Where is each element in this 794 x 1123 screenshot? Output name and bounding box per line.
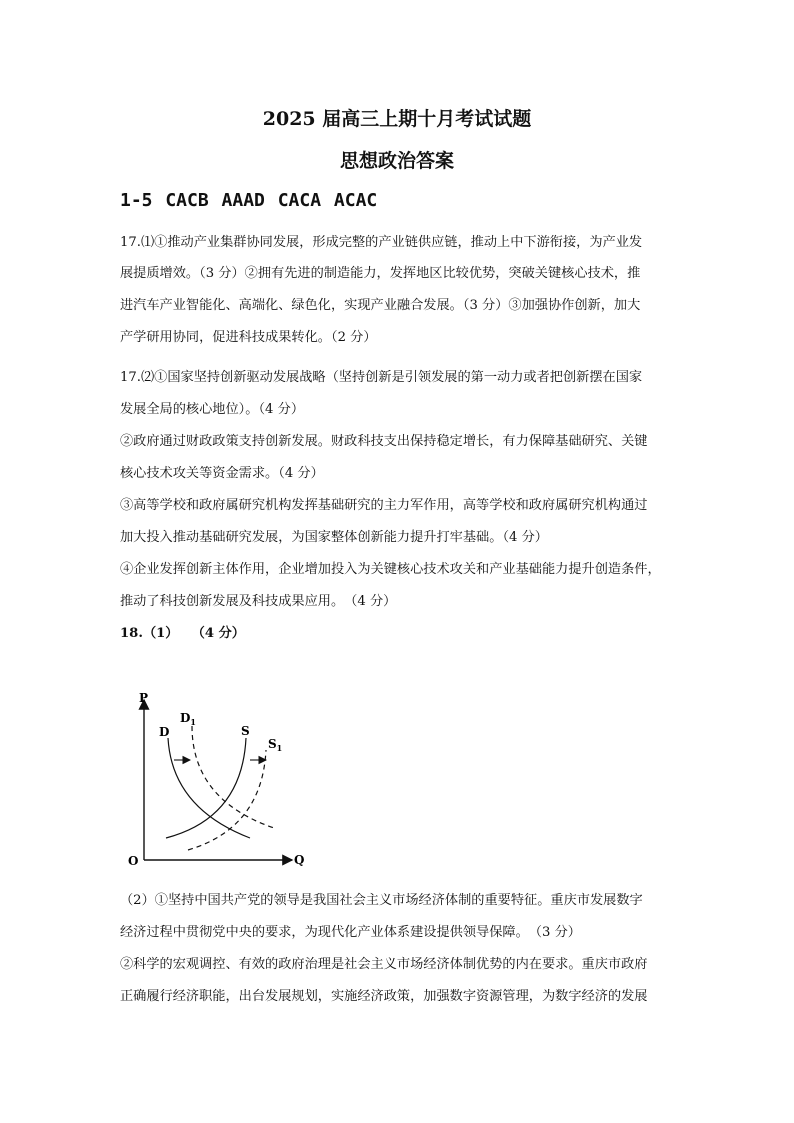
q17-2-line: ③高等学校和政府属研究机构发挥基础研究的主力军作用，高等学校和政府属研究机构通过 [120, 498, 648, 513]
x-axis-label: Q [294, 853, 305, 867]
demand-label-d: D [159, 725, 170, 739]
y-axis-label: P [139, 691, 149, 705]
demand-label-d1: $D_1$ [180, 711, 196, 727]
q18-2-line: 正确履行经济职能，出台发展规划，实施经济政策，加强数字资源管理，为数字经济的发展 [120, 989, 648, 1004]
q18-2-line: （2）①坚持中国共产党的领导是我国社会主义市场经济体制的重要特征。重庆市发展数字 [120, 893, 643, 908]
q17-2-line: 发展全局的核心地位）。（4 分） [120, 402, 305, 417]
q17-2-line: 推动了科技创新发展及科技成果应用。 （4 分） [120, 594, 397, 609]
q17-2-line: 核心技术攻关等资金需求。（4 分） [120, 466, 324, 481]
q17-2-line: 17.⑵①国家坚持创新驱动发展战略（坚持创新是引领发展的第一动力或者把创新摆在国家 [120, 370, 643, 385]
q17-1-line: 产学研用协同，促进科技成果转化。（2 分） [120, 330, 377, 345]
q18-2-line: 经济过程中贯彻党中央的要求，为现代化产业体系建设提供领导保障。 （3 分） [120, 925, 581, 940]
q17-1-line: 展提质增效。（3 分）②拥有先进的制造能力，发挥地区比较优势，突破关键核心技术，推 [120, 266, 641, 281]
supply-curve-s [166, 738, 246, 838]
q17-1-line: 17.⑴①推动产业集群协同发展，形成完整的产业链供应链，推动上中下游衔接，为产业发 [120, 235, 643, 250]
demand-curve-d [168, 738, 250, 838]
q17-2-line: 加大投入推动基础研究发展，为国家整体创新能力提升打牢基础。（4 分） [120, 530, 548, 545]
supply-label-s: S [241, 724, 250, 738]
page-title: 2025 届高三上期十月考试试题 [262, 108, 532, 130]
q17-2-line: ②政府通过财政政策支持创新发展。财政科技支出保持稳定增长，有力保障基础研究、关键 [120, 434, 648, 449]
origin-label: O [128, 854, 139, 868]
mcq-answers: 1-5 CACB AAAD CACA ACAC [120, 190, 378, 211]
q17-1-line: 进汽车产业智能化、高端化、绿色化，实现产业融合发展。（3 分）③加强协作创新，加大 [120, 298, 641, 313]
q18-2-line: ②科学的宏观调控、有效的政府治理是社会主义市场经济体制优势的内在要求。重庆市政府 [120, 957, 648, 972]
supply-demand-graph [110, 688, 320, 868]
q17-2-line: ④企业发挥创新主体作用，企业增加投入为关键核心技术攻关和产业基础能力提升创造条件， [120, 562, 661, 577]
page-subtitle: 思想政治答案 [339, 150, 454, 172]
q18-1-label: 18.（1） （4 分） [120, 626, 245, 641]
supply-label-s1: $S_1$ [268, 737, 283, 753]
